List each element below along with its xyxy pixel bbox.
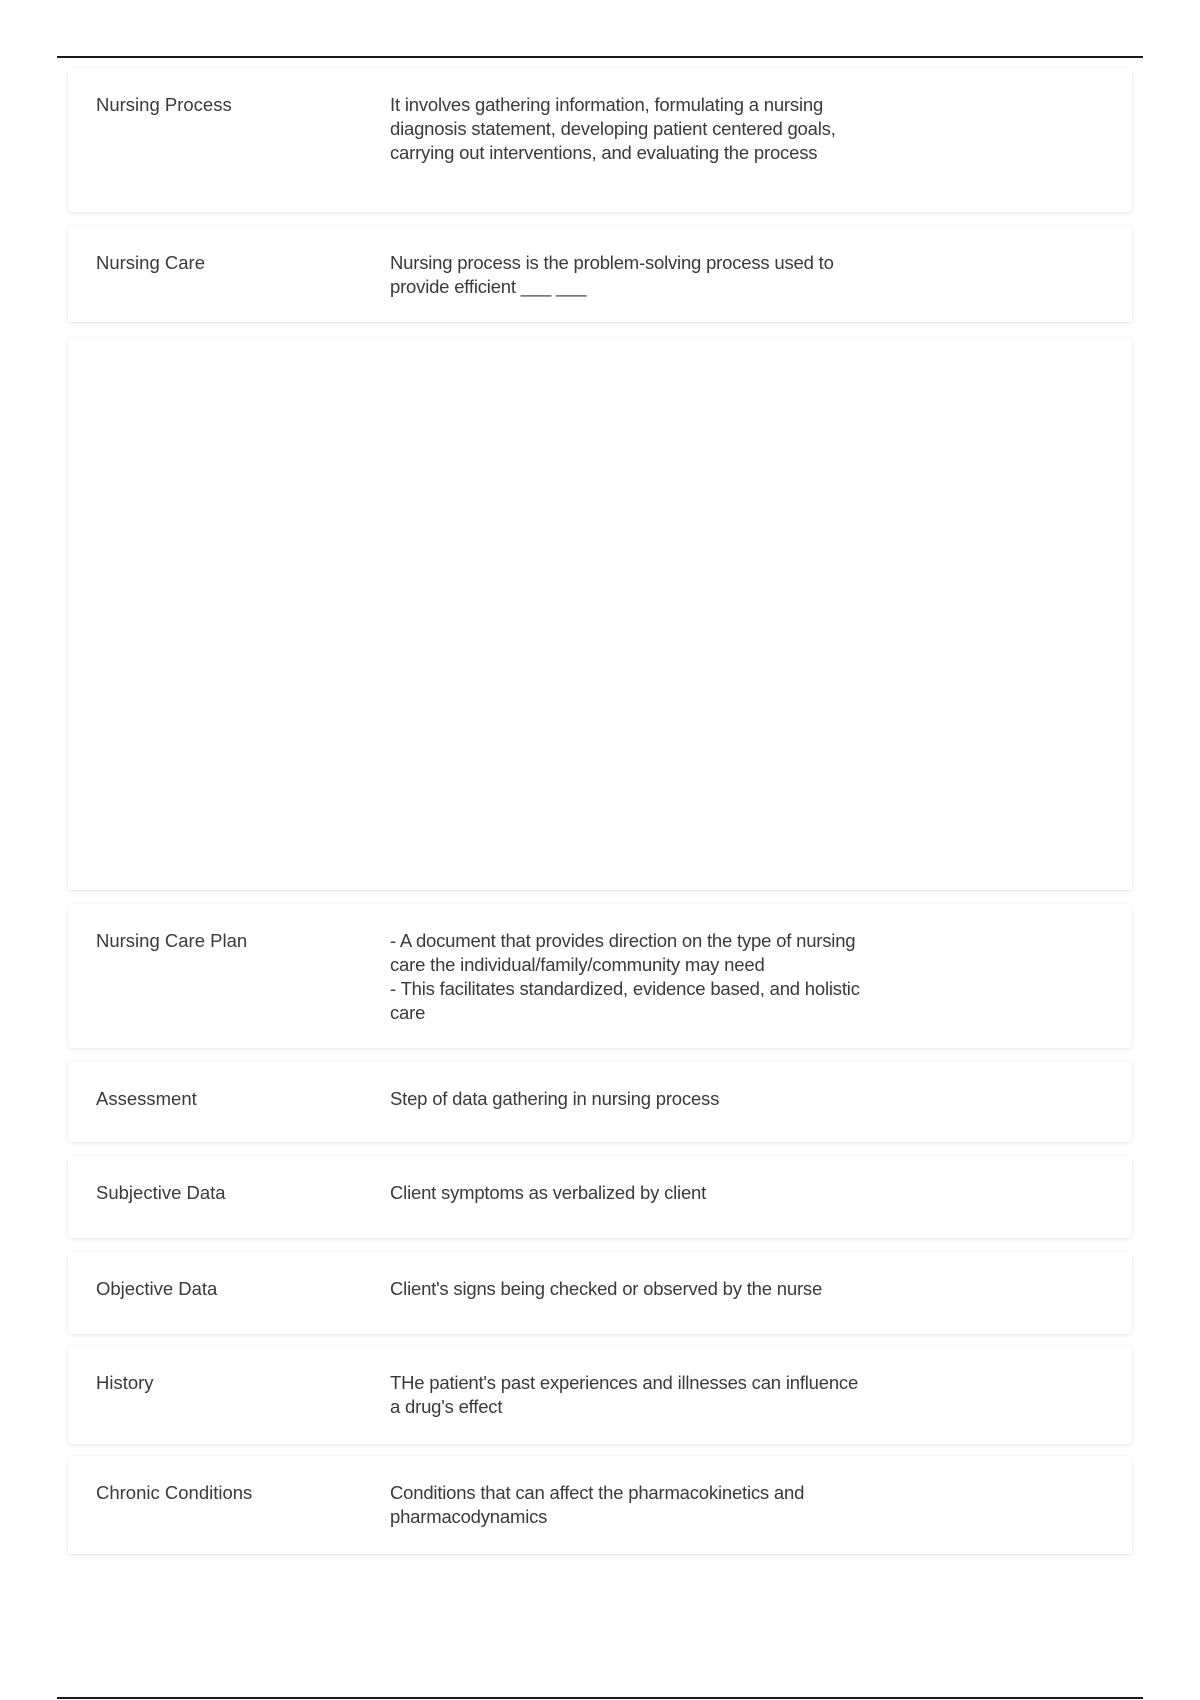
top-divider — [57, 56, 1143, 58]
term-label: Subjective Data — [96, 1182, 226, 1203]
flashcard-history — [68, 1346, 1132, 1444]
bottom-divider — [57, 1697, 1143, 1699]
definition-text: Client symptoms as verbalized by client — [390, 1182, 707, 1203]
term-label: Nursing Process — [96, 94, 232, 115]
flashcard-nursing-process — [68, 68, 1132, 212]
flashcard-blank — [68, 338, 1132, 890]
flashcard-chronic-conditions — [68, 1456, 1132, 1554]
definition-text: - A document that provides direction on the type of nursing care the individual/family/community may need - This facilitates standardized, evidence based, and holistic care — [390, 930, 860, 1023]
term-label: Nursing Care — [96, 252, 205, 273]
definition-text: Client's signs being checked or observed by the nurse — [390, 1278, 823, 1299]
flashcard-assessment — [68, 1062, 1132, 1142]
term-label: Nursing Care Plan — [96, 930, 248, 951]
flashcard-subjective-data — [68, 1156, 1132, 1238]
flashcard-nursing-care-plan — [68, 904, 1132, 1048]
term-label: Objective Data — [96, 1278, 218, 1299]
definition-text: THe patient's past experiences and illnesses can influence a drug's effect — [390, 1372, 859, 1417]
term-label: Assessment — [96, 1088, 197, 1109]
definition-text: Nursing process is the problem-solving process used to provide efficient ___ ___ — [390, 252, 834, 297]
definition-text: Conditions that can affect the pharmacokinetics and pharmacodynamics — [390, 1482, 805, 1527]
term-label: History — [96, 1372, 154, 1393]
definition-text: Step of data gathering in nursing process — [390, 1088, 720, 1109]
term-label: Chronic Conditions — [96, 1482, 253, 1503]
flashcard-nursing-care — [68, 226, 1132, 322]
definition-text: It involves gathering information, formulating a nursing diagnosis statement, developing patient centered goals, carrying out interventions, and evaluating the process — [390, 94, 836, 163]
flashcard-objective-data — [68, 1252, 1132, 1334]
